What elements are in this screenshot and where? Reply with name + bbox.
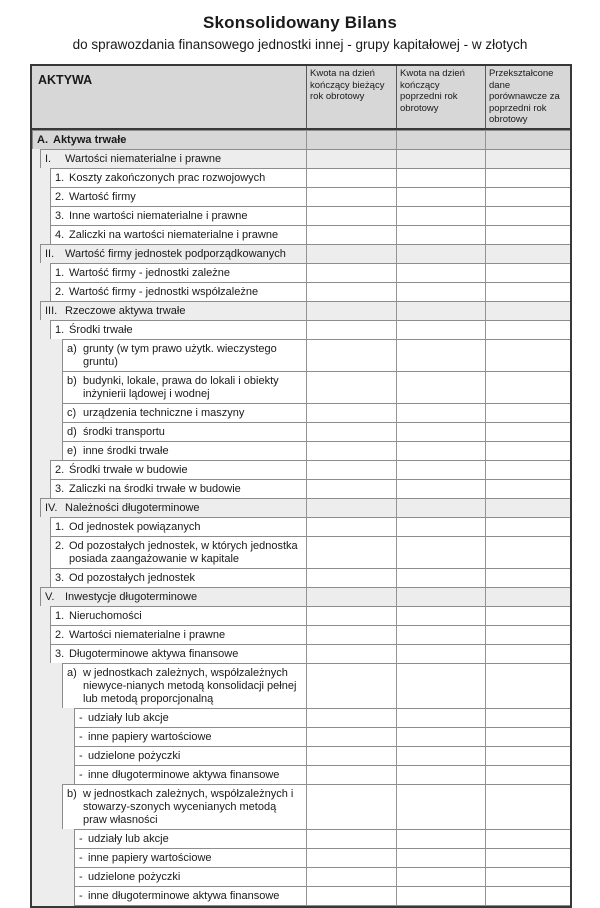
- row-label-area: [32, 606, 306, 626]
- row-number: -: [79, 749, 83, 762]
- amount-cell-previous-year: [396, 517, 485, 537]
- amount-cell-current-year: [306, 460, 396, 480]
- row-label-area: [32, 403, 306, 423]
- row-number: 4.: [55, 228, 65, 241]
- table-row: [32, 479, 570, 499]
- amount-cell-current-year: [306, 422, 396, 442]
- amount-cell-current-year: [306, 339, 396, 372]
- amount-cell-restated: [485, 625, 570, 645]
- amount-cell-current-year: [306, 206, 396, 226]
- amount-cell-restated: [485, 339, 570, 372]
- row-label-area: [32, 320, 306, 340]
- row-label-area: [32, 460, 306, 480]
- amount-cell-current-year: [306, 606, 396, 626]
- row-label-area: [32, 498, 306, 518]
- row-label: [50, 168, 306, 188]
- row-label: [50, 625, 306, 645]
- amount-cell-restated: [485, 441, 570, 461]
- row-label-area: [32, 371, 306, 404]
- row-label-text: Środki trwałe: [69, 323, 133, 336]
- table-row: [32, 301, 570, 321]
- row-label-text: Od jednostek powiązanych: [69, 520, 201, 533]
- amount-cell-previous-year: [396, 187, 485, 207]
- table-row: [32, 498, 570, 518]
- row-number: 3.: [55, 482, 65, 495]
- table-row: [32, 829, 570, 849]
- row-number: a): [67, 666, 77, 679]
- table-row: [32, 460, 570, 480]
- row-label-area: [32, 149, 306, 169]
- amount-cell-current-year: [306, 568, 396, 588]
- amount-cell-current-year: [306, 168, 396, 188]
- amount-cell-current-year: [306, 282, 396, 302]
- row-number: b): [67, 374, 77, 387]
- amount-cell-current-year: [306, 746, 396, 766]
- row-label-area: [32, 568, 306, 588]
- table-row: [32, 625, 570, 645]
- amount-cell-current-year: [306, 708, 396, 728]
- row-label-area: [32, 625, 306, 645]
- row-number: 3.: [55, 571, 65, 584]
- row-number: I.: [45, 152, 52, 165]
- table-row: [32, 441, 570, 461]
- row-label-area: [32, 206, 306, 226]
- row-label: [40, 301, 306, 321]
- row-label: [50, 320, 306, 340]
- row-label-area: [32, 829, 306, 849]
- amount-cell-current-year: [306, 829, 396, 849]
- table-row: [32, 867, 570, 887]
- row-label-text: udzielone pożyczki: [88, 749, 181, 762]
- amount-cell-previous-year: [396, 644, 485, 664]
- row-number: -: [79, 711, 83, 724]
- amount-cell-current-year: [306, 784, 396, 830]
- amount-cell-restated: [485, 130, 570, 150]
- amount-cell-previous-year: [396, 206, 485, 226]
- row-label-text: Środki trwałe w budowie: [69, 463, 188, 476]
- row-number: 1.: [55, 266, 65, 279]
- amount-cell-current-year: [306, 130, 396, 150]
- amount-cell-current-year: [306, 765, 396, 785]
- row-label: [50, 225, 306, 245]
- row-number: 1.: [55, 323, 65, 336]
- row-number: -: [79, 730, 83, 743]
- row-number: -: [79, 851, 83, 864]
- row-label: [50, 460, 306, 480]
- row-label-area: [32, 663, 306, 709]
- row-label: [50, 606, 306, 626]
- row-label-area: [32, 644, 306, 664]
- amount-cell-restated: [485, 282, 570, 302]
- table-row: [32, 187, 570, 207]
- table-row: [32, 282, 570, 302]
- amount-cell-previous-year: [396, 829, 485, 849]
- table-row: [32, 422, 570, 442]
- row-number: 2.: [55, 190, 65, 203]
- amount-cell-previous-year: [396, 263, 485, 283]
- row-label-text: inne długoterminowe aktywa finansowe: [88, 768, 280, 781]
- table-row: [32, 149, 570, 169]
- row-label-text: w jednostkach zależnych, współzależnych i stowarzy-szonych wycenianych metodą praw własności: [83, 787, 294, 826]
- row-number: 1.: [55, 609, 65, 622]
- row-label-area: [32, 130, 306, 150]
- balance-sheet-table: [30, 64, 572, 908]
- amount-cell-restated: [485, 149, 570, 169]
- row-label-text: w jednostkach zależnych, współzależnych niewyce-nianych metodą konsolidacji pełnej lub metodą proporcjonalną: [83, 666, 297, 705]
- row-label: [74, 829, 306, 849]
- row-label-area: [32, 517, 306, 537]
- row-label-area: [32, 422, 306, 442]
- row-label-text: Koszty zakończonych prac rozwojowych: [69, 171, 266, 184]
- table-row: [32, 568, 570, 588]
- row-label-area: [32, 301, 306, 321]
- amount-cell-restated: [485, 784, 570, 830]
- table-row: [32, 606, 570, 626]
- amount-cell-previous-year: [396, 339, 485, 372]
- amount-cell-previous-year: [396, 708, 485, 728]
- amount-cell-previous-year: [396, 606, 485, 626]
- table-row: [32, 765, 570, 785]
- amount-cell-restated: [485, 746, 570, 766]
- amount-cell-current-year: [306, 886, 396, 906]
- amount-cell-current-year: [306, 371, 396, 404]
- amount-cell-restated: [485, 765, 570, 785]
- row-label-text: inne długoterminowe aktywa finansowe: [88, 889, 280, 902]
- row-label: [74, 708, 306, 728]
- row-number: -: [79, 870, 83, 883]
- table-row: [32, 206, 570, 226]
- amount-cell-current-year: [306, 644, 396, 664]
- row-label-area: [32, 765, 306, 785]
- amount-cell-current-year: [306, 441, 396, 461]
- row-number: 1.: [55, 520, 65, 533]
- row-number: e): [67, 444, 77, 457]
- amount-cell-restated: [485, 244, 570, 264]
- row-number: -: [79, 889, 83, 902]
- row-number: 1.: [55, 171, 65, 184]
- table-row: [32, 130, 570, 150]
- row-label-text: Wartości niematerialne i prawne: [65, 152, 222, 165]
- amount-cell-restated: [485, 606, 570, 626]
- amount-cell-previous-year: [396, 498, 485, 518]
- row-number: -: [79, 768, 83, 781]
- amount-cell-restated: [485, 263, 570, 283]
- amount-cell-restated: [485, 536, 570, 569]
- row-label-area: [32, 244, 306, 264]
- row-label: [50, 568, 306, 588]
- row-number: -: [79, 832, 83, 845]
- amount-cell-previous-year: [396, 225, 485, 245]
- amount-cell-current-year: [306, 517, 396, 537]
- table-row: [32, 339, 570, 372]
- row-number: V.: [45, 590, 55, 603]
- row-label-text: Od pozostałych jednostek: [69, 571, 195, 584]
- row-label: [40, 244, 306, 264]
- row-label-area: [32, 263, 306, 283]
- row-label-area: [32, 187, 306, 207]
- amount-cell-restated: [485, 187, 570, 207]
- row-label-text: Długoterminowe aktywa finansowe: [69, 647, 239, 660]
- amount-cell-restated: [485, 320, 570, 340]
- amount-cell-current-year: [306, 301, 396, 321]
- row-label-text: Należności długoterminowe: [65, 501, 200, 514]
- row-label-area: [32, 848, 306, 868]
- amount-cell-current-year: [306, 663, 396, 709]
- row-label-area: [32, 867, 306, 887]
- row-label: [50, 263, 306, 283]
- table-row: [32, 663, 570, 709]
- table-row: [32, 536, 570, 569]
- row-label-text: Wartość firmy - jednostki zależne: [69, 266, 230, 279]
- row-number: 3.: [55, 209, 65, 222]
- amount-cell-previous-year: [396, 765, 485, 785]
- row-label-text: Od pozostałych jednostek, w których jednostka posiada zaangażowanie w kapitale: [69, 539, 298, 565]
- row-label-text: Wartości niematerialne i prawne: [69, 628, 226, 641]
- amount-cell-restated: [485, 403, 570, 423]
- amount-cell-previous-year: [396, 663, 485, 709]
- amount-cell-current-year: [306, 848, 396, 868]
- amount-cell-restated: [485, 371, 570, 404]
- row-number: b): [67, 787, 77, 800]
- row-number: 2.: [55, 463, 65, 476]
- column-header-current-year: Kwota na dzień kończący bieżący rok obrotowy: [306, 66, 396, 128]
- amount-cell-restated: [485, 829, 570, 849]
- table-row: [32, 886, 570, 906]
- table-row: [32, 371, 570, 404]
- amount-cell-previous-year: [396, 168, 485, 188]
- amount-cell-current-year: [306, 479, 396, 499]
- row-label-text: Wartość firmy jednostek podporządkowanych: [65, 247, 286, 260]
- amount-cell-previous-year: [396, 886, 485, 906]
- row-label-area: [32, 587, 306, 607]
- amount-cell-current-year: [306, 187, 396, 207]
- table-row: [32, 644, 570, 664]
- amount-cell-restated: [485, 498, 570, 518]
- amount-cell-previous-year: [396, 244, 485, 264]
- amount-cell-restated: [485, 848, 570, 868]
- row-label: [50, 187, 306, 207]
- row-label-area: [32, 536, 306, 569]
- row-label-text: inne papiery wartościowe: [88, 851, 212, 864]
- table-row: [32, 263, 570, 283]
- row-number: III.: [45, 304, 58, 317]
- row-label-area: [32, 784, 306, 830]
- row-label: [40, 587, 306, 607]
- amount-cell-current-year: [306, 403, 396, 423]
- page-title: Skonsolidowany Bilans: [202, 13, 398, 32]
- row-label-text: Inne wartości niematerialne i prawne: [69, 209, 248, 222]
- row-label: [74, 848, 306, 868]
- table-header-row: [32, 66, 570, 130]
- amount-cell-restated: [485, 460, 570, 480]
- row-label-text: Zaliczki na wartości niematerialne i prawne: [69, 228, 279, 241]
- amount-cell-previous-year: [396, 320, 485, 340]
- amount-cell-previous-year: [396, 848, 485, 868]
- amount-cell-current-year: [306, 587, 396, 607]
- amount-cell-previous-year: [396, 536, 485, 569]
- amount-cell-previous-year: [396, 479, 485, 499]
- amount-cell-current-year: [306, 225, 396, 245]
- amount-cell-previous-year: [396, 371, 485, 404]
- table-row: [32, 517, 570, 537]
- amount-cell-current-year: [306, 263, 396, 283]
- row-label-text: Rzeczowe aktywa trwałe: [65, 304, 186, 317]
- amount-cell-restated: [485, 517, 570, 537]
- amount-cell-restated: [485, 301, 570, 321]
- row-label: [62, 441, 306, 461]
- row-label: [50, 206, 306, 226]
- amount-cell-restated: [485, 727, 570, 747]
- amount-cell-previous-year: [396, 130, 485, 150]
- row-number: 2.: [55, 628, 65, 641]
- row-label-text: Wartość firmy - jednostki współzależne: [69, 285, 259, 298]
- amount-cell-current-year: [306, 727, 396, 747]
- table-row: [32, 587, 570, 607]
- table-row: [32, 320, 570, 340]
- row-label-text: Zaliczki na środki trwałe w budowie: [69, 482, 241, 495]
- table-body: [32, 130, 570, 906]
- row-label: [50, 479, 306, 499]
- amount-cell-previous-year: [396, 282, 485, 302]
- row-label: [62, 784, 306, 830]
- amount-cell-previous-year: [396, 587, 485, 607]
- amount-cell-restated: [485, 206, 570, 226]
- row-label-text: Nieruchomości: [69, 609, 142, 622]
- amount-cell-restated: [485, 886, 570, 906]
- row-label-text: urządzenia techniczne i maszyny: [83, 406, 245, 419]
- row-label-area: [32, 727, 306, 747]
- row-label-text: grunty (w tym prawo użytk. wieczystego gruntu): [83, 342, 277, 368]
- row-number: 3.: [55, 647, 65, 660]
- amount-cell-restated: [485, 587, 570, 607]
- row-label-area: [32, 225, 306, 245]
- row-label-text: udzielone pożyczki: [88, 870, 181, 883]
- row-label-text: Wartość firmy: [69, 190, 136, 203]
- amount-cell-previous-year: [396, 149, 485, 169]
- row-label: [62, 371, 306, 404]
- amount-cell-previous-year: [396, 784, 485, 830]
- amount-cell-previous-year: [396, 568, 485, 588]
- table-row: [32, 168, 570, 188]
- amount-cell-previous-year: [396, 403, 485, 423]
- row-label: [74, 867, 306, 887]
- amount-cell-restated: [485, 479, 570, 499]
- row-label-area: [32, 282, 306, 302]
- table-row: [32, 727, 570, 747]
- row-label-area: [32, 479, 306, 499]
- row-label-text: inne papiery wartościowe: [88, 730, 212, 743]
- amount-cell-restated: [485, 422, 570, 442]
- row-label-area: [32, 708, 306, 728]
- row-number: A.: [37, 133, 48, 146]
- amount-cell-current-year: [306, 536, 396, 569]
- amount-cell-restated: [485, 663, 570, 709]
- row-label: [62, 422, 306, 442]
- column-header-aktywa: AKTYWA: [38, 73, 93, 87]
- row-label-text: udziały lub akcje: [88, 711, 169, 724]
- column-header-restated-data: Przekształcone dane porównawcze za poprzedni rok obrotowy: [485, 66, 570, 128]
- row-label-text: Inwestycje długoterminowe: [65, 590, 198, 603]
- row-label-area: [32, 886, 306, 906]
- amount-cell-restated: [485, 708, 570, 728]
- table-row: [32, 225, 570, 245]
- row-label: [74, 746, 306, 766]
- row-number: d): [67, 425, 77, 438]
- row-label: [40, 498, 306, 518]
- table-row: [32, 784, 570, 830]
- amount-cell-current-year: [306, 498, 396, 518]
- amount-cell-current-year: [306, 867, 396, 887]
- amount-cell-current-year: [306, 244, 396, 264]
- row-label-text: Aktywa trwałe: [53, 133, 127, 146]
- amount-cell-previous-year: [396, 441, 485, 461]
- table-row: [32, 746, 570, 766]
- row-label-area: [32, 168, 306, 188]
- row-label: [50, 282, 306, 302]
- table-row: [32, 403, 570, 423]
- row-number: II.: [45, 247, 55, 260]
- amount-cell-previous-year: [396, 867, 485, 887]
- amount-cell-previous-year: [396, 625, 485, 645]
- row-label-area: [32, 441, 306, 461]
- row-label: [50, 536, 306, 569]
- amount-cell-restated: [485, 568, 570, 588]
- page-subtitle: do sprawozdania finansowego jednostki innej - grupy kapitałowej - w złotych: [72, 37, 528, 52]
- row-number: c): [67, 406, 77, 419]
- row-label-text: inne środki trwałe: [83, 444, 169, 457]
- amount-cell-restated: [485, 867, 570, 887]
- row-label: [50, 644, 306, 664]
- row-label-text: środki transportu: [83, 425, 165, 438]
- amount-cell-current-year: [306, 320, 396, 340]
- row-number: a): [67, 342, 77, 355]
- amount-cell-previous-year: [396, 460, 485, 480]
- row-label-text: udziały lub akcje: [88, 832, 169, 845]
- table-row: [32, 848, 570, 868]
- row-number: 2.: [55, 285, 65, 298]
- row-number: IV.: [45, 501, 58, 514]
- table-row: [32, 244, 570, 264]
- row-label-area: [32, 746, 306, 766]
- row-label-area: [32, 339, 306, 372]
- row-label: [32, 130, 306, 150]
- column-header-previous-year: Kwota na dzień kończący poprzedni rok obrotowy: [396, 66, 485, 128]
- amount-cell-restated: [485, 644, 570, 664]
- row-label: [62, 339, 306, 372]
- amount-cell-previous-year: [396, 422, 485, 442]
- row-label: [74, 765, 306, 785]
- amount-cell-previous-year: [396, 727, 485, 747]
- row-label-text: budynki, lokale, prawa do lokali i obiekty inżynierii lądowej i wodnej: [83, 374, 279, 400]
- row-label: [50, 517, 306, 537]
- amount-cell-previous-year: [396, 301, 485, 321]
- amount-cell-current-year: [306, 149, 396, 169]
- row-label: [62, 663, 306, 709]
- row-label: [74, 727, 306, 747]
- amount-cell-previous-year: [396, 746, 485, 766]
- row-number: 2.: [55, 539, 65, 552]
- amount-cell-restated: [485, 225, 570, 245]
- row-label: [40, 149, 306, 169]
- row-label: [62, 403, 306, 423]
- amount-cell-restated: [485, 168, 570, 188]
- amount-cell-current-year: [306, 625, 396, 645]
- table-row: [32, 708, 570, 728]
- row-label: [74, 886, 306, 906]
